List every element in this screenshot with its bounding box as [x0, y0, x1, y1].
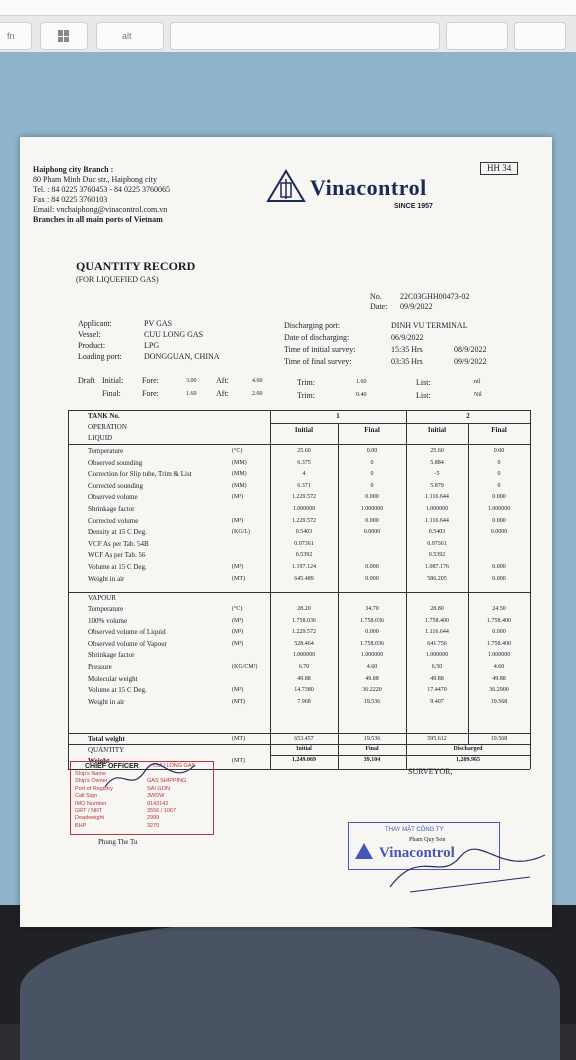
table-cell: -5 [434, 471, 440, 478]
quantity-initial-label: Initial [296, 746, 312, 752]
surveyor-stamp-name: Pham Quy Son [409, 837, 446, 843]
tank-1-initial-header: Initial [294, 426, 314, 434]
branch-title: Haiphong city Branch : [33, 165, 114, 174]
info-value: 08/9/2022 [454, 345, 487, 354]
table-cell: 17.4470 [427, 687, 447, 694]
surveyor-signature [380, 837, 550, 897]
draft-final-aft: 2.00 [252, 391, 263, 397]
keyboard [0, 0, 576, 52]
table-row-label: Molecular weight [88, 674, 138, 683]
table-cell: 0.5392 [295, 552, 313, 559]
trim-initial: 1.60 [356, 379, 367, 385]
info-label: Vessel: [78, 330, 101, 339]
doc-number-label: No. [370, 292, 382, 301]
table-cell: 36.2220 [362, 687, 382, 694]
table-row-label: Weight in air [88, 697, 125, 706]
draft-aft-label: Aft: [216, 376, 229, 385]
info-value: DONGGUAN, CHINA [144, 352, 220, 361]
table-cell: 19.536 [363, 698, 381, 705]
table-cell: 0.000 [492, 575, 506, 582]
trim-label: Trim: [297, 391, 315, 400]
table-row-label: WCF As per Tab. 56 [88, 551, 146, 560]
officer-name: Phung The Tu [98, 838, 138, 846]
info-value: 09/9/2022 [454, 357, 487, 366]
table-cell: 1.758.036 [360, 617, 384, 624]
table-cell: 9.407 [430, 698, 444, 705]
table-row-label: Observed sounding [88, 458, 143, 467]
stamp-field-label: Port of Registry [75, 785, 113, 792]
surveyor-label: SURVEYOR, [408, 767, 453, 776]
doc-date-label: Date: [370, 302, 388, 311]
table-row-label: Observed volume of Liquid [88, 628, 166, 637]
table-cell: 6.371 [297, 482, 311, 489]
branch-tel: Tel. : 84 0225 3760453 - 84 0225 3760065 [33, 185, 170, 194]
table-cell: 1.758.400 [487, 640, 511, 647]
table-cell: 0 [497, 459, 501, 466]
info-label: Time of final survey: [284, 357, 352, 366]
stamp-field-label: Call Sign [75, 793, 98, 800]
total-weight-cell: 595.612 [427, 736, 447, 742]
table-cell: 1.000000 [425, 506, 449, 512]
table-cell: 25.60 [430, 448, 444, 454]
table-rule [68, 733, 530, 734]
alt-right-key[interactable] [446, 22, 508, 50]
table-row-label: 100% volume [88, 616, 128, 625]
draft-final-fore: 1.60 [186, 391, 197, 397]
table-row-unit: (M³) [232, 640, 244, 647]
list-final: Nil [474, 392, 482, 398]
table-cell: 14.7380 [294, 687, 314, 694]
table-cell: 49.88 [492, 675, 506, 682]
table-cell: 1.000000 [425, 652, 449, 659]
total-weight-unit: (MT) [232, 736, 245, 742]
info-label: Loading port: [78, 352, 122, 361]
trim-final: 0.40 [356, 392, 367, 398]
stamp-field-value: GAS SHIPPING [147, 778, 187, 785]
tank-1-final-header: Final [364, 426, 380, 434]
stamp-field-label: Deadweight [75, 815, 105, 822]
stamp-title: CHIEF OFFICER [85, 763, 139, 770]
table-cell: 6.375 [297, 459, 311, 466]
table-cell: 528.464 [294, 640, 314, 647]
table-cell: 0.000 [492, 517, 506, 524]
doc-code: HH 34 [480, 162, 518, 175]
table-cell: 1.000000 [292, 506, 316, 512]
quantity-label: QUANTITY [88, 746, 125, 754]
table-cell: 1.087.176 [425, 564, 449, 570]
windows-key[interactable] [40, 22, 88, 50]
alt-key[interactable] [96, 22, 164, 50]
table-cell: 1.758.036 [360, 640, 384, 647]
table-cell: 0.000 [365, 575, 379, 582]
draft-label: Draft [78, 376, 95, 385]
list-initial: nil [474, 379, 481, 385]
table-rule [530, 410, 531, 769]
table-row-label: Shrinkage factor [88, 651, 135, 660]
ctrl-right-key[interactable] [514, 22, 566, 50]
table-row-label: VCF As per Tab. 54B [88, 539, 149, 548]
draft-initial-label: Initial: [102, 376, 124, 385]
table-cell: 1.000000 [360, 652, 384, 659]
list-label: List: [416, 378, 431, 387]
table-cell: 1.000000 [487, 506, 511, 512]
table-cell: 1.758.400 [487, 617, 511, 624]
table-cell: 4.60 [493, 664, 505, 670]
table-cell: 0.97361 [294, 540, 314, 547]
stamp-field-value: 3WDW [147, 793, 165, 800]
table-cell: 7.968 [297, 698, 311, 705]
table-cell: 0.00 [366, 448, 378, 454]
draft-initial-aft: 4.60 [252, 378, 263, 384]
fn-key[interactable] [0, 22, 32, 50]
stamp-field-value: 9143142 [147, 800, 169, 807]
space-key[interactable] [170, 22, 440, 50]
doc-number-value: 22C03GHH00473-02 [400, 292, 470, 301]
table-cell: 0.0000 [490, 529, 508, 536]
table-row-unit: (°C) [232, 448, 243, 454]
fn-key-label: fn [7, 31, 15, 41]
signature-icon [100, 759, 200, 795]
table-cell: 0 [370, 482, 374, 489]
table-row-label: Volume at 15 C Deg. [88, 686, 147, 695]
table-row-label: Temperature [88, 447, 124, 455]
quantity-record-document [20, 137, 552, 927]
table-cell: 4.60 [366, 664, 378, 670]
table-cell: 49.88 [430, 675, 444, 682]
draft-fore-label: Fore: [142, 376, 159, 385]
branch-fax: Fax : 84 0225 3760103 [33, 195, 108, 204]
table-cell: 1.000000 [292, 652, 316, 659]
table-cell: 34.70 [365, 606, 379, 612]
info-label: Applicant: [78, 319, 112, 328]
table-cell: 586.205 [427, 575, 447, 582]
stamp-field-value: 3556 / 1067 [147, 808, 177, 814]
table-rule [270, 755, 530, 756]
info-label: Discharging port: [284, 321, 341, 330]
brand-name: Vinacontrol [310, 175, 427, 200]
table-row-label: Volume at 15 C Deg. [88, 563, 147, 571]
table-row-unit: (KG/CM²) [232, 664, 258, 670]
table-row-unit: (M³) [232, 517, 244, 524]
surveyor-stamp-line: THAY MẶT CÔNG TY [385, 827, 444, 833]
table-cell: 0.000 [492, 494, 506, 501]
table-cell: 24.50 [492, 606, 506, 612]
table-cell: 0.00 [493, 448, 505, 454]
stamp-field-label: GRT / NRT [75, 808, 103, 814]
table-cell: 0.000 [365, 629, 379, 636]
table-row-label: Corrected volume [88, 516, 139, 525]
table-cell: 0.000 [365, 494, 379, 501]
table-cell: 4 [302, 471, 306, 478]
table-row-label: Weight in air [88, 574, 125, 583]
weight-unit: (MT) [232, 758, 245, 764]
officer-signature [100, 759, 200, 795]
brand-since: SINCE 1957 [394, 203, 433, 210]
list-label: List: [416, 391, 431, 400]
info-label: Product: [78, 341, 106, 350]
table-cell: 0.0000 [363, 529, 381, 536]
table-row-unit: (M³) [232, 617, 244, 624]
doc-date-value: 09/9/2022 [400, 302, 433, 311]
table-cell: 1.116.644 [425, 517, 449, 524]
page-title: QUANTITY RECORD [76, 259, 196, 273]
table-rule [68, 444, 530, 445]
table-cell: 1.000000 [360, 506, 384, 512]
tank-1-header: 1 [336, 412, 340, 420]
table-rule [68, 744, 530, 745]
table-cell: 0.000 [492, 564, 506, 570]
info-value: LPG [144, 341, 160, 350]
table-row-unit: (MM) [232, 482, 247, 489]
tank-2-initial-header: Initial [427, 426, 447, 434]
table-cell: 645.489 [294, 575, 314, 582]
info-label: Date of discharging: [284, 333, 350, 342]
page-subtitle: (FOR LIQUEFIED GAS) [76, 275, 159, 284]
table-row-label: Observed volume of Vapour [88, 639, 167, 648]
table-cell: 0.97361 [427, 540, 447, 547]
vapour-label: VAPOUR [88, 594, 116, 602]
table-cell: 25.60 [297, 448, 311, 454]
table-row-unit: (M³) [232, 494, 244, 501]
table-cell: 6.70 [298, 664, 310, 670]
stamp-field-value: 3270 [147, 822, 160, 829]
top-row-keys[interactable] [0, 0, 576, 16]
quantity-initial-value: 1,249.069 [292, 757, 316, 763]
quantity-final-value: 39.104 [363, 757, 381, 763]
table-cell: 0.000 [365, 517, 379, 524]
table-cell: 0.5403 [295, 529, 313, 536]
table-rule [270, 423, 530, 424]
weight-label: Weight [88, 757, 110, 765]
table-cell: 49.88 [297, 675, 311, 682]
quantity-final-label: Final [365, 746, 379, 752]
table-cell: 28.20 [297, 606, 311, 612]
branch-email: Email: vnchaiphong@vinacontrol.com.vn [33, 205, 168, 214]
table-cell: 1.758.036 [292, 617, 316, 624]
info-value: DINH VU TERMINAL [391, 321, 468, 330]
draft-aft-label: Aft: [216, 389, 229, 398]
draft-fore-label: Fore: [142, 389, 159, 398]
surveyor-stamp-logo-icon [355, 843, 373, 859]
operation-label: OPERATION [88, 423, 127, 431]
info-value: CUU LONG GAS [144, 330, 204, 339]
total-weight-cell: 19.568 [490, 736, 508, 742]
table-cell: 0 [497, 471, 501, 478]
trim-label: Trim: [297, 378, 315, 387]
table-cell: 19.568 [490, 698, 508, 705]
table-cell: 0 [370, 459, 374, 466]
table-cell: 1.229.572 [292, 629, 316, 636]
table-cell: 28.80 [430, 606, 444, 612]
table-cell: 1.229.572 [292, 517, 316, 524]
table-row-label: Correction for Slip tube, Trim & List [88, 470, 192, 479]
info-value: PV GAS [144, 319, 173, 328]
table-cell: 0.000 [365, 564, 379, 570]
alt-key-label: alt [122, 31, 132, 41]
background-knee [20, 920, 560, 1060]
table-cell: 1.197.124 [292, 564, 316, 570]
table-row-label: Temperature [88, 605, 124, 613]
stamp-ship: CUU LONG GAS [153, 763, 196, 769]
table-row-unit: (MM) [232, 459, 247, 466]
table-rule [68, 592, 530, 593]
quantity-discharged-label: Discharged [453, 746, 483, 752]
table-cell: 0 [497, 482, 501, 489]
table-cell: 0 [370, 471, 374, 478]
table-cell: 1.758.400 [425, 617, 449, 624]
table-rule [68, 410, 530, 411]
table-row-label: Pressure [88, 663, 112, 671]
info-value: 15:35 Hrs [391, 345, 423, 354]
table-row-label: Corrected sounding [88, 481, 144, 490]
table-cell: 1.116.644 [425, 494, 449, 501]
stamp-field-label: BHP [75, 822, 87, 829]
table-cell: 641.756 [427, 640, 447, 647]
stamp-field-label: IMO Number [75, 800, 107, 807]
info-value: 03:35 Hrs [391, 357, 423, 366]
table-row-unit: (M³) [232, 687, 244, 694]
draft-initial-fore: 3.00 [186, 378, 197, 384]
branches-note: Branches in all main ports of Vietnam [33, 215, 163, 224]
table-row-unit: (M³) [232, 629, 244, 636]
table-cell: 0.000 [492, 629, 506, 636]
surveyor-stamp-brand: Vinacontrol [379, 845, 455, 861]
info-value: 06/9/2022 [391, 333, 424, 342]
draft-final-label: Final: [102, 389, 121, 398]
branch-address: 80 Pham Minh Duc str., Haiphong city [33, 175, 157, 184]
quantity-discharged-value: 1,209.965 [456, 757, 480, 763]
table-cell: 1.229.572 [292, 494, 316, 501]
table-row-label: Observed volume [88, 493, 138, 502]
table-cell: 5.884 [430, 459, 444, 466]
tank-no-label: TANK No. [88, 412, 120, 420]
table-cell: 5.879 [430, 482, 444, 489]
tank-2-final-header: Final [491, 426, 507, 434]
stamp-field-value: SAI GON [147, 785, 170, 792]
table-row-unit: (°C) [232, 606, 243, 612]
stamp-field-label: Ship's Name [75, 771, 107, 777]
table-cell: 36.2900 [489, 687, 509, 694]
table-row-label: Shrinkage factor [88, 505, 135, 513]
total-weight-label: Total weight [88, 735, 125, 743]
liquid-label: LIQUID [88, 434, 113, 442]
table-cell: 0.5403 [428, 529, 446, 536]
signature-icon [380, 837, 550, 897]
table-row-unit: (M³) [232, 564, 244, 570]
table-cell: 0.5392 [428, 552, 446, 559]
table-row-unit: (MM) [232, 471, 247, 478]
table-cell: 1.116.644 [425, 629, 449, 636]
stamp-field-label: Ship's Owner [75, 778, 108, 785]
info-label: Time of initial survey: [284, 345, 356, 354]
table-row-label: Density at 15 C Deg. [88, 528, 147, 537]
table-cell: 49.88 [365, 675, 379, 682]
stamp-field-value: 2999 [147, 815, 160, 822]
table-row-unit: (MT) [232, 698, 245, 705]
windows-icon [58, 30, 70, 42]
tank-2-header: 2 [466, 412, 470, 420]
total-weight-cell: 653.457 [294, 736, 314, 742]
table-rule [68, 410, 69, 769]
table-row-unit: (KG/L) [232, 529, 250, 536]
total-weight-cell: 19.536 [363, 736, 381, 742]
table-cell: 1.000000 [487, 652, 511, 659]
table-row-unit: (MT) [232, 575, 245, 582]
table-cell: 6.50 [431, 664, 443, 670]
